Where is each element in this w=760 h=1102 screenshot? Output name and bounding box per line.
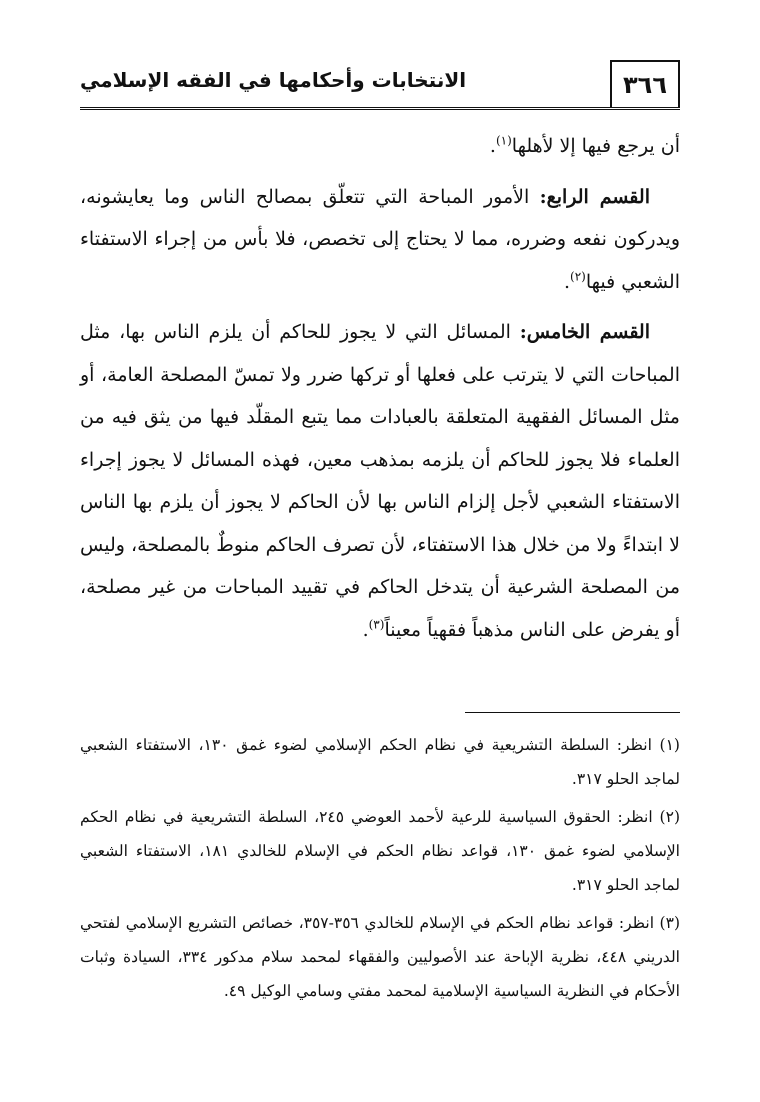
paragraph-1-text: أن يرجع فيها إلا لأهلها (511, 135, 680, 157)
footnote-number: (٢) (659, 808, 680, 826)
paragraph-2-end: . (563, 270, 571, 293)
paragraph-3-text: المسائل التي لا يجوز للحاكم أن يلزم الناس بها، مثل المباحات التي لا يترتب على فعلها أو تركها ضرر ولا تمسّ المصلحة العامة، أو مثل المسائل الفقهية المتعلقة بالعبادات مما يتبع المقلّد فيها من يثق فيه من العلماء فلا يجوز للحاكم أن يلزمه بمذهب معين، فهذه المسائل لا يجوز إجراء الاستفتاء الشعبي لأجل إلزام الناس بها لأن الحاكم لا يجوز أن يلزم بها الناس لا ابتداءً ولا من خلال هذا الاستفتاء، لأن تصرف الحاكم منوطٌ بالمصلحة، وليس من المصلحة الشرعية أن يتدخل الحاكم في تقييد المباحات من غير مصلحة، أو يفرض على الناس مذهباً فقهياً معيناً (80, 321, 680, 641)
page-number: ٣٦٦ (610, 60, 680, 108)
paragraph-2-text: الأمور المباحة التي تتعلّق بمصالح الناس وما يعايشونه، ويدركون نفعه وضرره، مما لا يحتاج إلى تخصص، فلا بأس من إجراء الاستفتاء الشعبي فيها (80, 185, 680, 293)
footnote-3 (80, 906, 680, 1008)
footnote-separator (465, 712, 680, 713)
header-rule (80, 107, 680, 110)
footnote-text: انظر: قواعد نظام الحكم في الإسلام للخالدي ٣٥٦-٣٥٧، خصائص التشريع الإسلامي لفتحي الدريني ٤٤٨، نظرية الإباحة عند الأصوليين والفقهاء لمحمد سلام مدكور ٣٣٤، السيادة وثبات الأحكام في النظرية السياسية الإسلامية لمحمد مفتي وسامي الوكيل ٤٩. (80, 914, 680, 1000)
paragraph-3-end: . (362, 618, 369, 641)
footnote-2 (80, 800, 680, 902)
footnote-number: (٣) (659, 914, 680, 932)
footnote-1 (80, 728, 680, 796)
paragraph-3 (80, 311, 680, 651)
paragraph-1 (80, 125, 680, 168)
main-text (80, 125, 680, 659)
paragraph-1-end: . (489, 135, 496, 157)
running-title: الانتخابات وأحكامها في الفقه الإسلامي (80, 68, 467, 92)
paragraph-2 (80, 176, 680, 304)
section-heading-4: القسم الرابع: (539, 185, 650, 208)
footnote-text: انظر: الحقوق السياسية للرعية لأحمد العوضي ٢٤٥، السلطة التشريعية في نظام الحكم الإسلامي لضوء غمق ١٣٠، قواعد نظام الحكم في الإسلام للخالدي ١٨١، الاستفتاء الشعبي لماجد الحلو ٣١٧. (80, 808, 680, 894)
section-heading-5: القسم الخامس: (519, 321, 651, 343)
page-header (80, 60, 680, 110)
footnote-ref-2[interactable]: (٢) (570, 269, 586, 284)
footnote-ref-3[interactable]: (٣) (368, 617, 385, 632)
footnotes (80, 728, 680, 1012)
footnote-ref-1[interactable]: (١) (495, 133, 512, 148)
footnote-text: انظر: السلطة التشريعية في نظام الحكم الإسلامي لضوء غمق ١٣٠، الاستفتاء الشعبي لماجد الحلو ٣١٧. (80, 736, 680, 788)
footnote-number: (١) (659, 736, 680, 754)
